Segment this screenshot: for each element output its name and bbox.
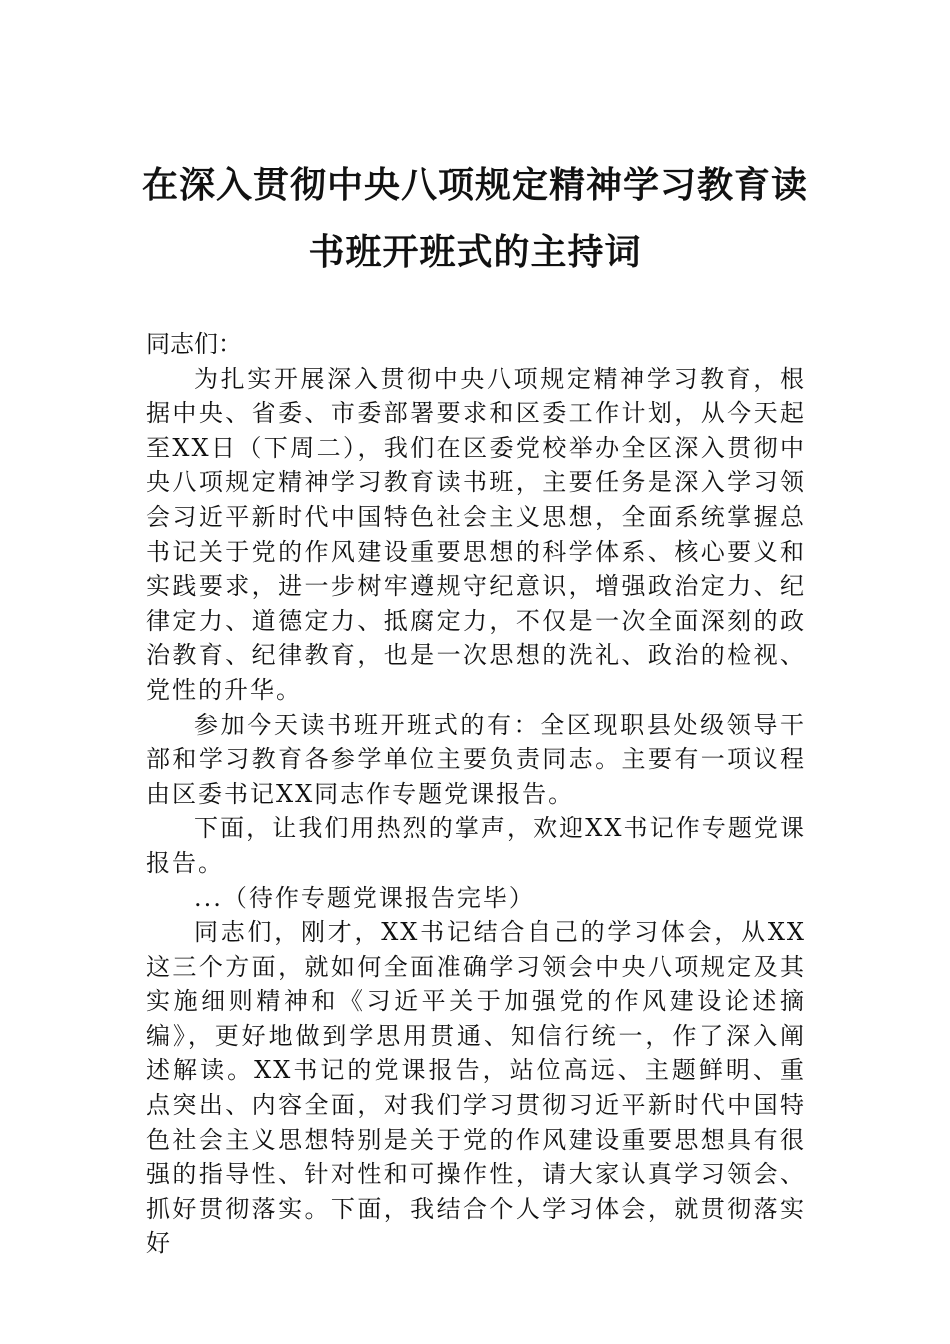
document-title-line-2: 书班开班式的主持词 <box>308 231 642 273</box>
paragraph-welcome: 下面，让我们用热烈的掌声，欢迎XX书记作专题党课报告。 <box>146 814 806 877</box>
document-title-line-1: 在深入贯彻中央八项规定精神学习教育读 <box>141 164 808 206</box>
paragraph-attendees: 参加今天读书班开班式的有：全区现职县处级领导干部和学习教育各参学单位主要负责同志。主要有一项议程由区委书记XX同志作专题党课报告。 <box>146 710 806 808</box>
paragraph-summary: 同志们，刚才，XX书记结合自己的学习体会，从XX这三个方面，就如何全面准确学习领会中央八项规定及其实施细则精神和《习近平关于加强党的作风建设论述摘编》，更好地做到学思用贯通、知信行统一，作了深入阐述解读。XX书记的党课报告，站位高远、主题鲜明、重点突出、内容全面，对我们学习贯彻习近平新时代中国特色社会主义思想特别是关于党的作风建设重要思想具有很强的指导性、针对性和可操作性，请大家认真学习领会、抓好贯彻落实。下面，我结合个人学习体会，就贯彻落实好 <box>146 918 806 1258</box>
paragraph-pending: ...（待作专题党课报告完毕） <box>194 883 535 912</box>
document-body <box>146 327 806 1261</box>
paragraph-intro: 为扎实开展深入贯彻中央八项规定精神学习教育，根据中央、省委、市委部署要求和区委工作计划，从今天起至XX日（下周二），我们在区委党校举办全区深入贯彻中央八项规定精神学习教育读书班，主要任务是深入学习领会习近平新时代中国特色社会主义思想，全面系统掌握总书记关于党的作风建设重要思想的科学体系、核心要义和实践要求，进一步树牢遵规守纪意识，增强政治定力、纪律定力、道德定力、抵腐定力，不仅是一次全面深刻的政治教育、纪律教育，也是一次思想的洗礼、政治的检视、党性的升华。 <box>146 364 806 704</box>
salutation: 同志们： <box>146 330 242 358</box>
